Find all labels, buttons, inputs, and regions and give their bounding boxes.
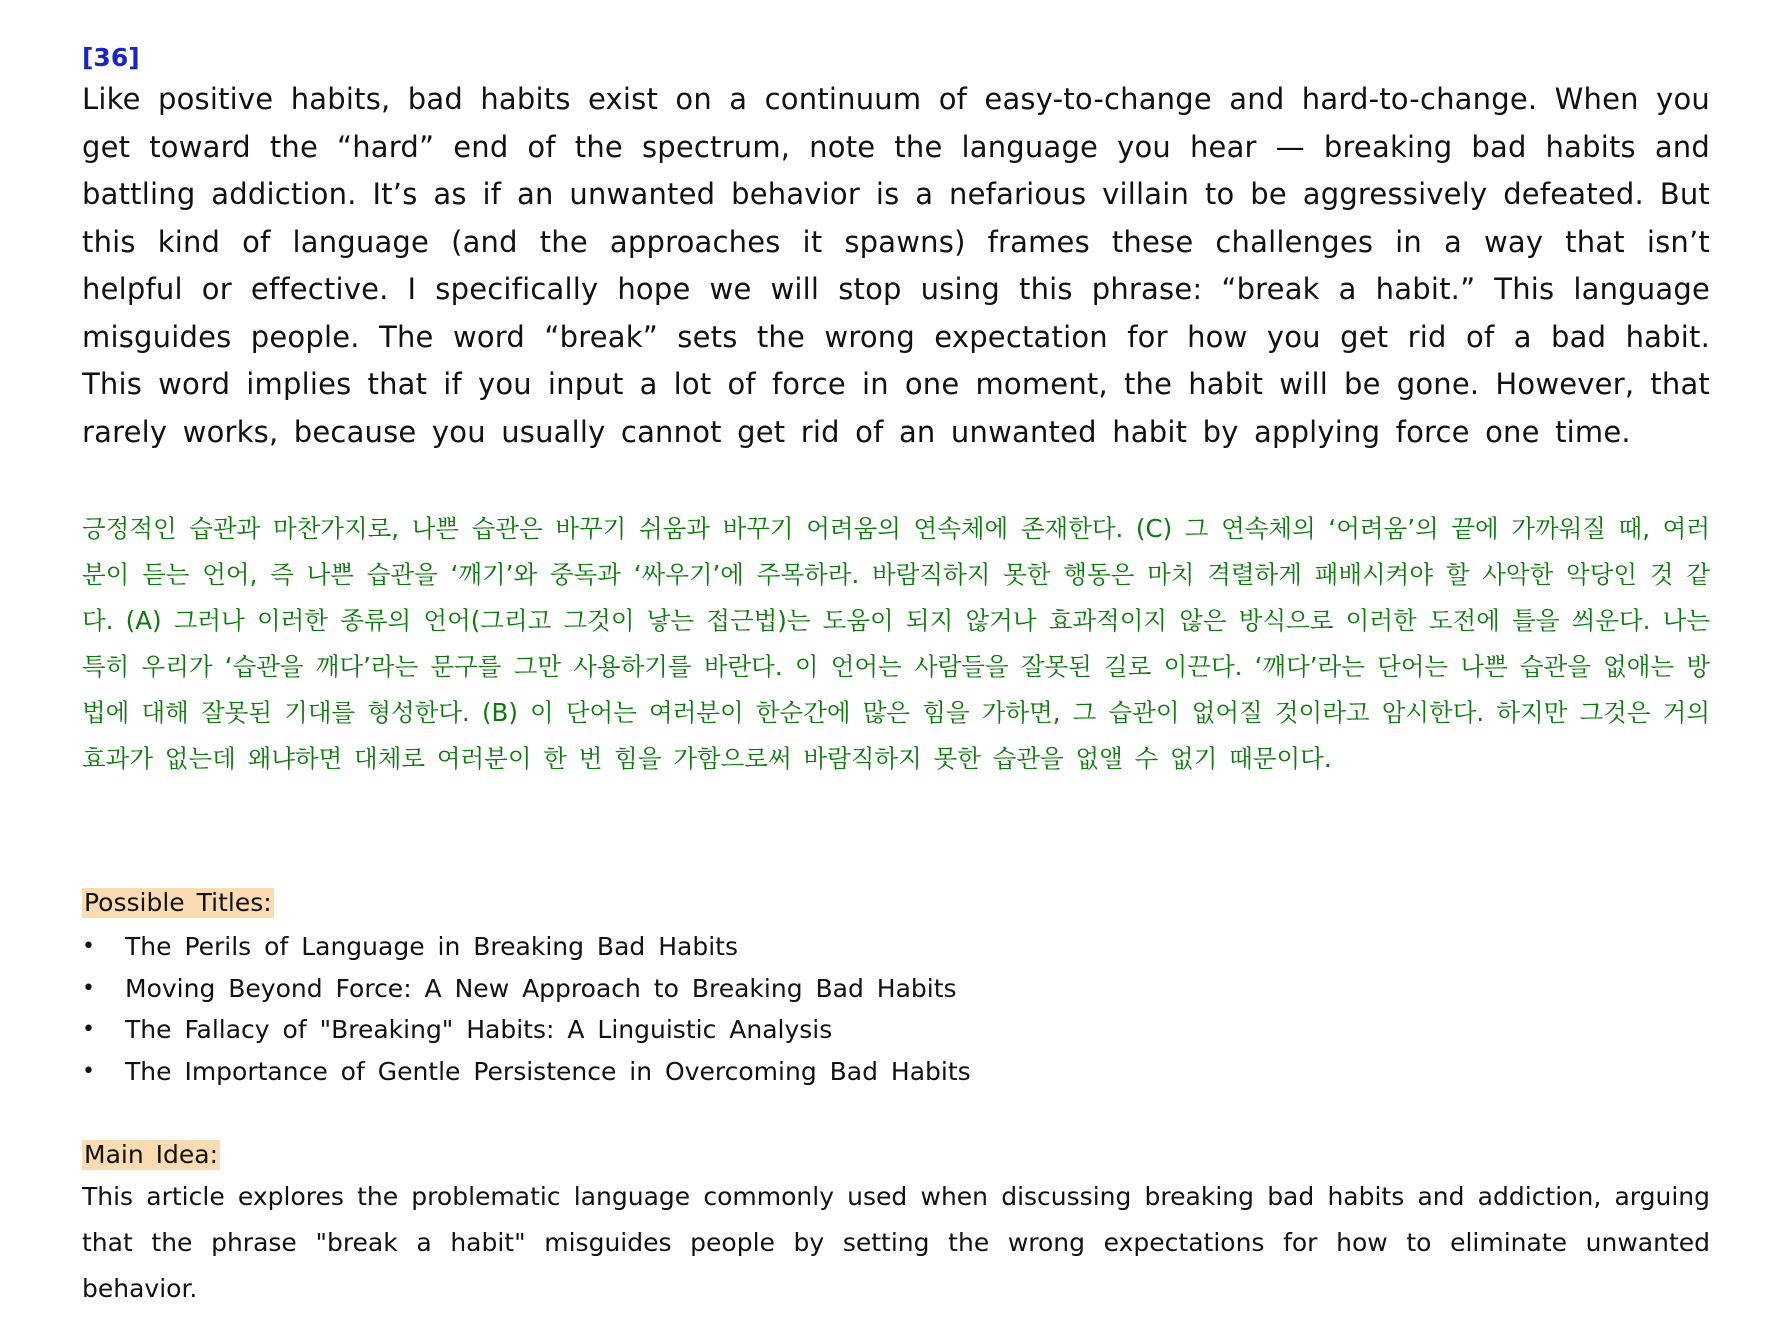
bullet-icon: •: [82, 975, 95, 1001]
title-text: The Perils of Language in Breaking Bad Habits: [125, 932, 738, 961]
korean-translation: 긍정적인 습관과 마찬가지로, 나쁜 습관은 바꾸기 쉬움과 바꾸기 어려움의 연속체에 존재한다. (C) 그 연속체의 ‘어려움’의 끝에 가까워질 때, 여러분이 듣는 언어, 즉 나쁜 습관을 ‘깨기’와 중독과 ‘싸우기’에 주목하라. 바람직하지 못한 행동은 마치 격렬하게 패배시켜야 할 사악한 악당인 것 같다. (A) 그러나 이러한 종류의 언어(그리고 그것이 낳는 접근법)는 도움이 되지 않거나 효과적이지 않은 방식으로 이러한 도전에 틀을 씌운다. 나는 특히 우리가 ‘습관을 깨다’라는 문구를 그만 사용하기를 바란다. 이 언어는 사람들을 잘못된 길로 이끈다. ‘깨다’라는 단어는 나쁜 습관을 없애는 방법에 대해 잘못된 기대를 형성한다. (B) 이 단어는 여러분이 한순간에 많은 힘을 가하면, 그 습관이 없어질 것이라고 암시한다. 하지만 그것은 거의 효과가 없는데 왜냐하면 대체로 여러분이 한 번 힘을 가함으로써 바람직하지 못한 습관을 없앨 수 없기 때문이다.: [82, 514, 1710, 773]
bullet-icon: •: [82, 934, 95, 959]
main-idea-text: This article explores the problematic language commonly used when discussing breaking bad habits and addiction, arguing that the phrase "break a habit" misguides people by setting the wrong expectations for how to eliminate unwanted behavior.: [82, 1182, 1710, 1303]
title-text: Moving Beyond Force: A New Approach to Breaking Bad Habits: [125, 973, 957, 1003]
possible-titles-list: [82, 926, 1710, 1092]
bullet-icon: •: [82, 1017, 95, 1042]
possible-titles-section: [82, 888, 1710, 1092]
list-item: [82, 1051, 1710, 1093]
possible-titles-label: Possible Titles:: [84, 888, 272, 917]
bullet-icon: •: [82, 1058, 95, 1084]
list-item: [82, 1009, 1710, 1051]
list-item: [82, 926, 1710, 968]
question-number: [36]: [82, 43, 140, 72]
title-text: The Fallacy of "Breaking" Habits: A Linguistic Analysis: [125, 1015, 833, 1044]
list-item: [82, 968, 1710, 1010]
english-passage: Like positive habits, bad habits exist on a continuum of easy-to-change and hard-to-change. When you get toward the “hard” end of the spectrum, note the language you hear — breaking bad habits and battling addiction. It’s as if an unwanted behavior is a nefarious villain to be aggressively defeated. But this kind of language (and the approaches it spawns) frames these challenges in a way that isn’t helpful or effective. I specifically hope we will stop using this phrase: “break a habit.” This language misguides people. The word “break” sets the wrong expectation for how you get rid of a bad habit. This word implies that if you input a lot of force in one moment, the habit will be gone. However, that rarely works, because you usually cannot get rid of an unwanted habit by applying force one time.: [82, 82, 1710, 449]
main-idea-section: [82, 1140, 1710, 1312]
title-text: The Importance of Gentle Persistence in Overcoming Bad Habits: [125, 1056, 971, 1086]
document-page: [82, 40, 1710, 1312]
main-idea-label: Main Idea:: [84, 1140, 218, 1169]
